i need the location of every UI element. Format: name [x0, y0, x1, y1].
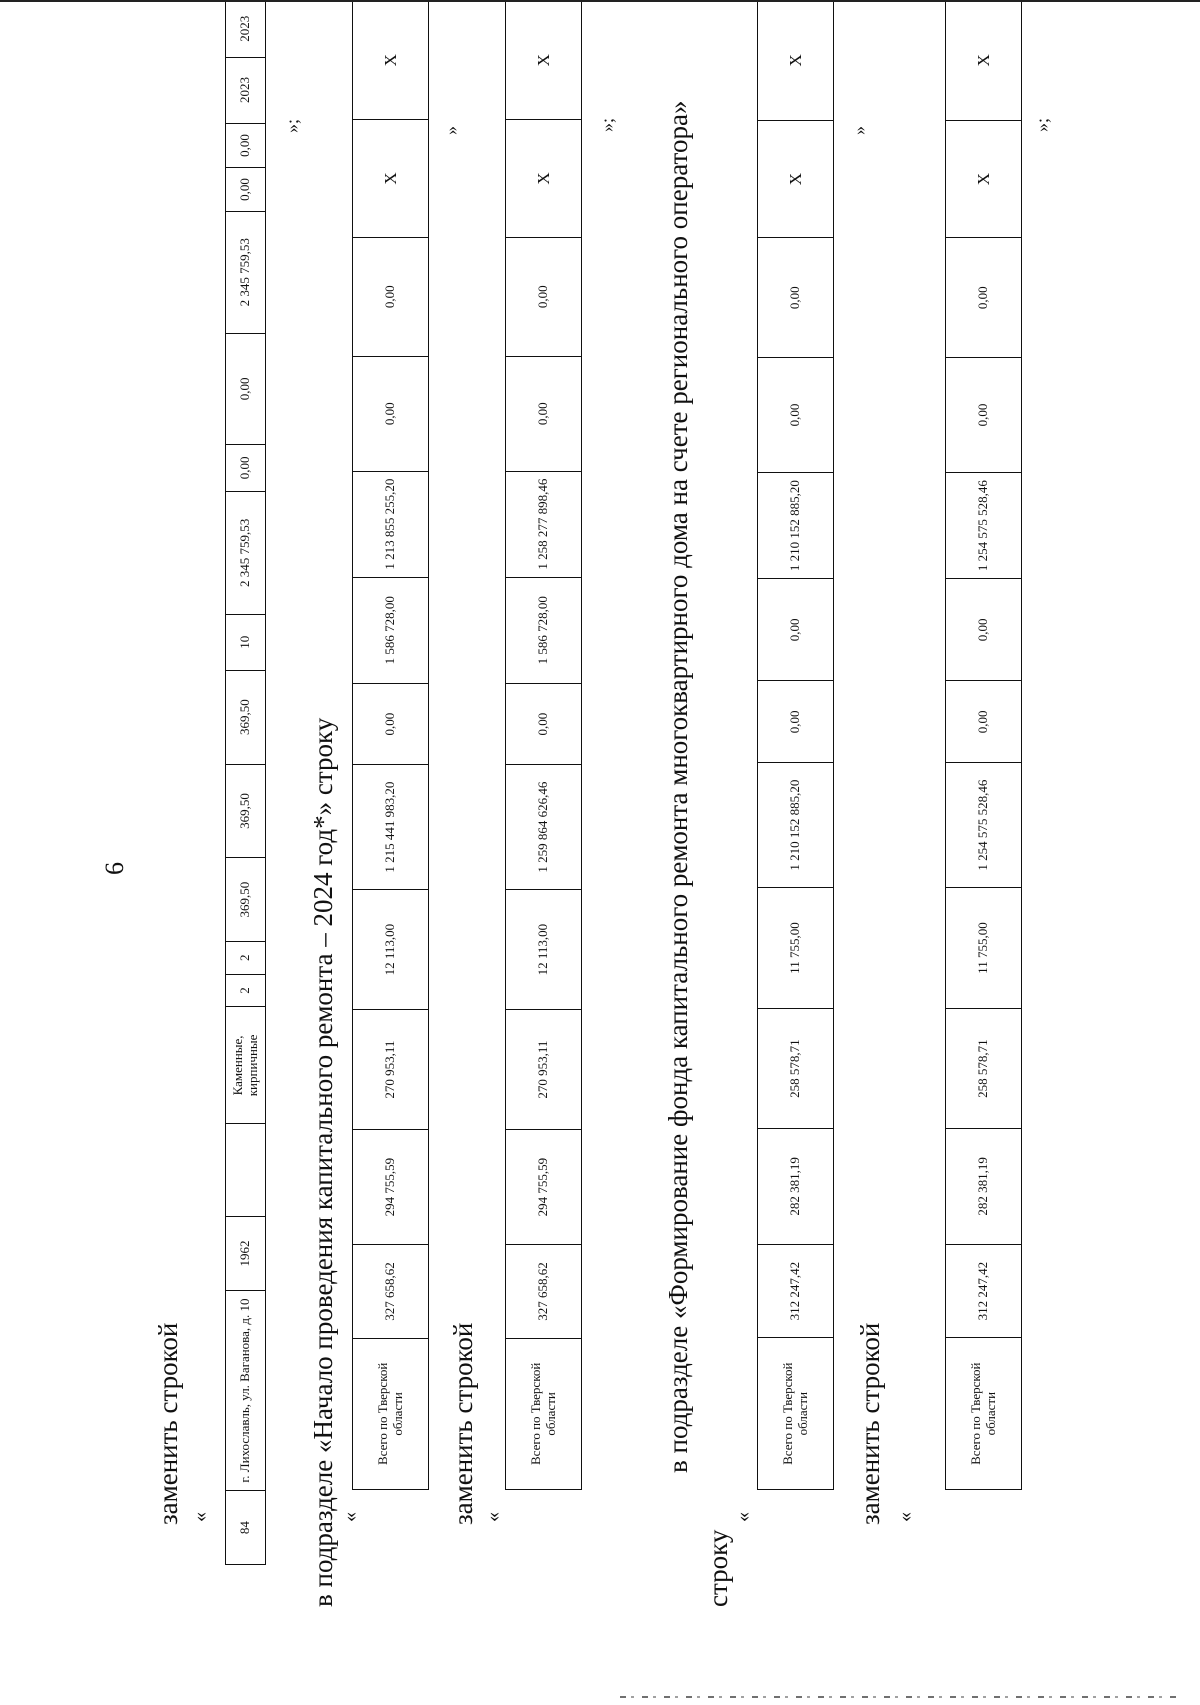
row-84-entrances: 2 [226, 941, 266, 974]
total-formation-old-cell: 282 381,19 [758, 1129, 834, 1245]
row-84-year-built: 1962 [226, 1217, 266, 1291]
row-84-year-reconstructed [226, 1124, 266, 1217]
row-84 [226, 1, 266, 1565]
total-start-old-x-mark: X [353, 120, 429, 237]
row-84-wall-material: Каменные, кирпичные [226, 1007, 266, 1124]
replace-phrase-1: заменить строкой [153, 1322, 183, 1525]
row-84-table [225, 0, 266, 1565]
open-quote-3: « [482, 1512, 504, 1522]
close-quote-5: »; [1032, 117, 1052, 132]
open-quote-5: « [894, 1512, 916, 1522]
total-start-old-x-mark: X [353, 1, 429, 120]
total-start-new-cell: 12 113,00 [506, 889, 582, 1010]
total-start-new-cell: 0,00 [506, 237, 582, 356]
total-start-new-cell: 0,00 [506, 356, 582, 471]
total-start-old-cell: 1 586 728,00 [353, 577, 429, 683]
row-84-area-premises: 369,50 [226, 764, 266, 858]
total-formation-old-table [757, 0, 834, 1490]
total-formation-new-x-mark: X [946, 120, 1022, 238]
total-start-old-row [353, 1, 429, 1490]
total-formation-new-cell: 312 247,42 [946, 1244, 1022, 1338]
total-start-new-x-mark: X [506, 120, 582, 237]
close-quote-2: » [441, 126, 461, 135]
total-start-new-row [506, 1, 582, 1490]
total-formation-new-cell: 0,00 [946, 579, 1022, 681]
row-84-cost-total: 2 345 759,53 [226, 491, 266, 614]
replace-phrase-2: заменить строкой [448, 1322, 478, 1525]
open-quote-4: « [732, 1512, 754, 1522]
total-start-new-x-mark: X [506, 1, 582, 120]
total-formation-old-cell: 0,00 [758, 681, 834, 763]
total-formation-old-x-mark: X [758, 120, 834, 238]
total-formation-new-x-mark: X [946, 1, 1022, 121]
row-84-cost-other-2: 0,00 [226, 123, 266, 168]
total-formation-old-cell: 1 210 152 885,20 [758, 763, 834, 888]
scan-edge-top [0, 0, 1200, 2]
total-formation-old-cell: 1 210 152 885,20 [758, 472, 834, 578]
total-formation-old-cell: 0,00 [758, 579, 834, 681]
total-start-new-cell: 0,00 [506, 683, 582, 765]
total-formation-new-cell: 11 755,00 [946, 887, 1022, 1008]
total-formation-old-cell: 11 755,00 [758, 887, 834, 1008]
total-start-old-cell: 270 953,11 [353, 1010, 429, 1129]
total-formation-old-cell: 0,00 [758, 358, 834, 473]
total-start-new-cell: 1 258 277 898,46 [506, 471, 582, 577]
total-formation-old-cell: 258 578,71 [758, 1009, 834, 1129]
total-start-new-cell: 294 755,59 [506, 1129, 582, 1245]
page-number: 6 [100, 862, 129, 875]
total-formation-old-row [758, 1, 834, 1490]
open-quote-2: « [339, 1512, 361, 1522]
replace-phrase-3: заменить строкой [855, 1322, 885, 1525]
close-quote-4: » [849, 126, 869, 135]
row-84-cost-owners: 2 345 759,53 [226, 211, 266, 333]
total-formation-new-cell: 0,00 [946, 238, 1022, 358]
row-84-residents: 10 [226, 614, 266, 670]
total-formation-old-cell: 0,00 [758, 238, 834, 358]
total-start-new-cell: 1 259 864 626,46 [506, 765, 582, 889]
total-start-new-cell: 1 586 728,00 [506, 577, 582, 683]
heading-start-2024: в подразделе «Начало проведения капитального ремонта – 2024 год*» строку [308, 717, 338, 1607]
row-84-cost-regional: 0,00 [226, 333, 266, 444]
total-start-old-table [352, 0, 429, 1490]
total-formation-old-label: Всего по Тверской области [758, 1338, 834, 1490]
total-start-old-cell: 1 213 855 255,20 [353, 471, 429, 577]
row-84-cost-other-1: 0,00 [226, 168, 266, 211]
total-formation-new-label: Всего по Тверской области [946, 1338, 1022, 1490]
total-formation-new-cell: 1 254 575 528,46 [946, 472, 1022, 578]
total-formation-old-cell: 312 247,42 [758, 1244, 834, 1338]
total-formation-new-row [946, 1, 1022, 1490]
total-start-new-cell: 270 953,11 [506, 1010, 582, 1129]
row-84-area-residential: 369,50 [226, 670, 266, 764]
total-start-new-table [505, 0, 582, 1490]
row-84-number: 84 [226, 1491, 266, 1565]
row-84-address: г. Лихославль, ул. Ваганова, д. 10 [226, 1290, 266, 1491]
row-84-cost-federal: 0,00 [226, 444, 266, 491]
row-84-floors: 2 [226, 974, 266, 1007]
total-start-old-cell: 0,00 [353, 237, 429, 356]
row-84-completion-year: 2023 [226, 1, 266, 58]
total-formation-new-table [945, 0, 1022, 1490]
row-84-total-area: 369,50 [226, 858, 266, 941]
total-start-old-label: Всего по Тверской области [353, 1338, 429, 1489]
total-start-new-cell: 327 658,62 [506, 1245, 582, 1338]
row-84-planned-year: 2023 [226, 57, 266, 123]
total-formation-new-cell: 282 381,19 [946, 1129, 1022, 1245]
close-quote-3: »; [597, 117, 617, 132]
total-start-old-cell: 12 113,00 [353, 889, 429, 1010]
total-formation-new-cell: 0,00 [946, 681, 1022, 763]
total-start-old-cell: 327 658,62 [353, 1245, 429, 1338]
total-formation-old-x-mark: X [758, 1, 834, 121]
heading-formation-line2: строку [703, 1529, 733, 1607]
total-start-old-cell: 1 215 441 983,20 [353, 765, 429, 889]
total-start-old-cell: 0,00 [353, 683, 429, 765]
total-formation-new-cell: 0,00 [946, 358, 1022, 473]
close-quote-1: »; [282, 118, 302, 133]
total-start-old-cell: 294 755,59 [353, 1129, 429, 1245]
open-quote-1: « [189, 1512, 211, 1522]
heading-formation-line1: в подразделе «Формирование фонда капитального ремонта многоквартирного дома на счете регионального оператора» [663, 100, 693, 1473]
scan-noise-bottom [620, 1696, 1180, 1698]
total-formation-new-cell: 258 578,71 [946, 1009, 1022, 1129]
total-start-old-cell: 0,00 [353, 356, 429, 471]
total-formation-new-cell: 1 254 575 528,46 [946, 763, 1022, 888]
total-start-new-label: Всего по Тверской области [506, 1338, 582, 1489]
